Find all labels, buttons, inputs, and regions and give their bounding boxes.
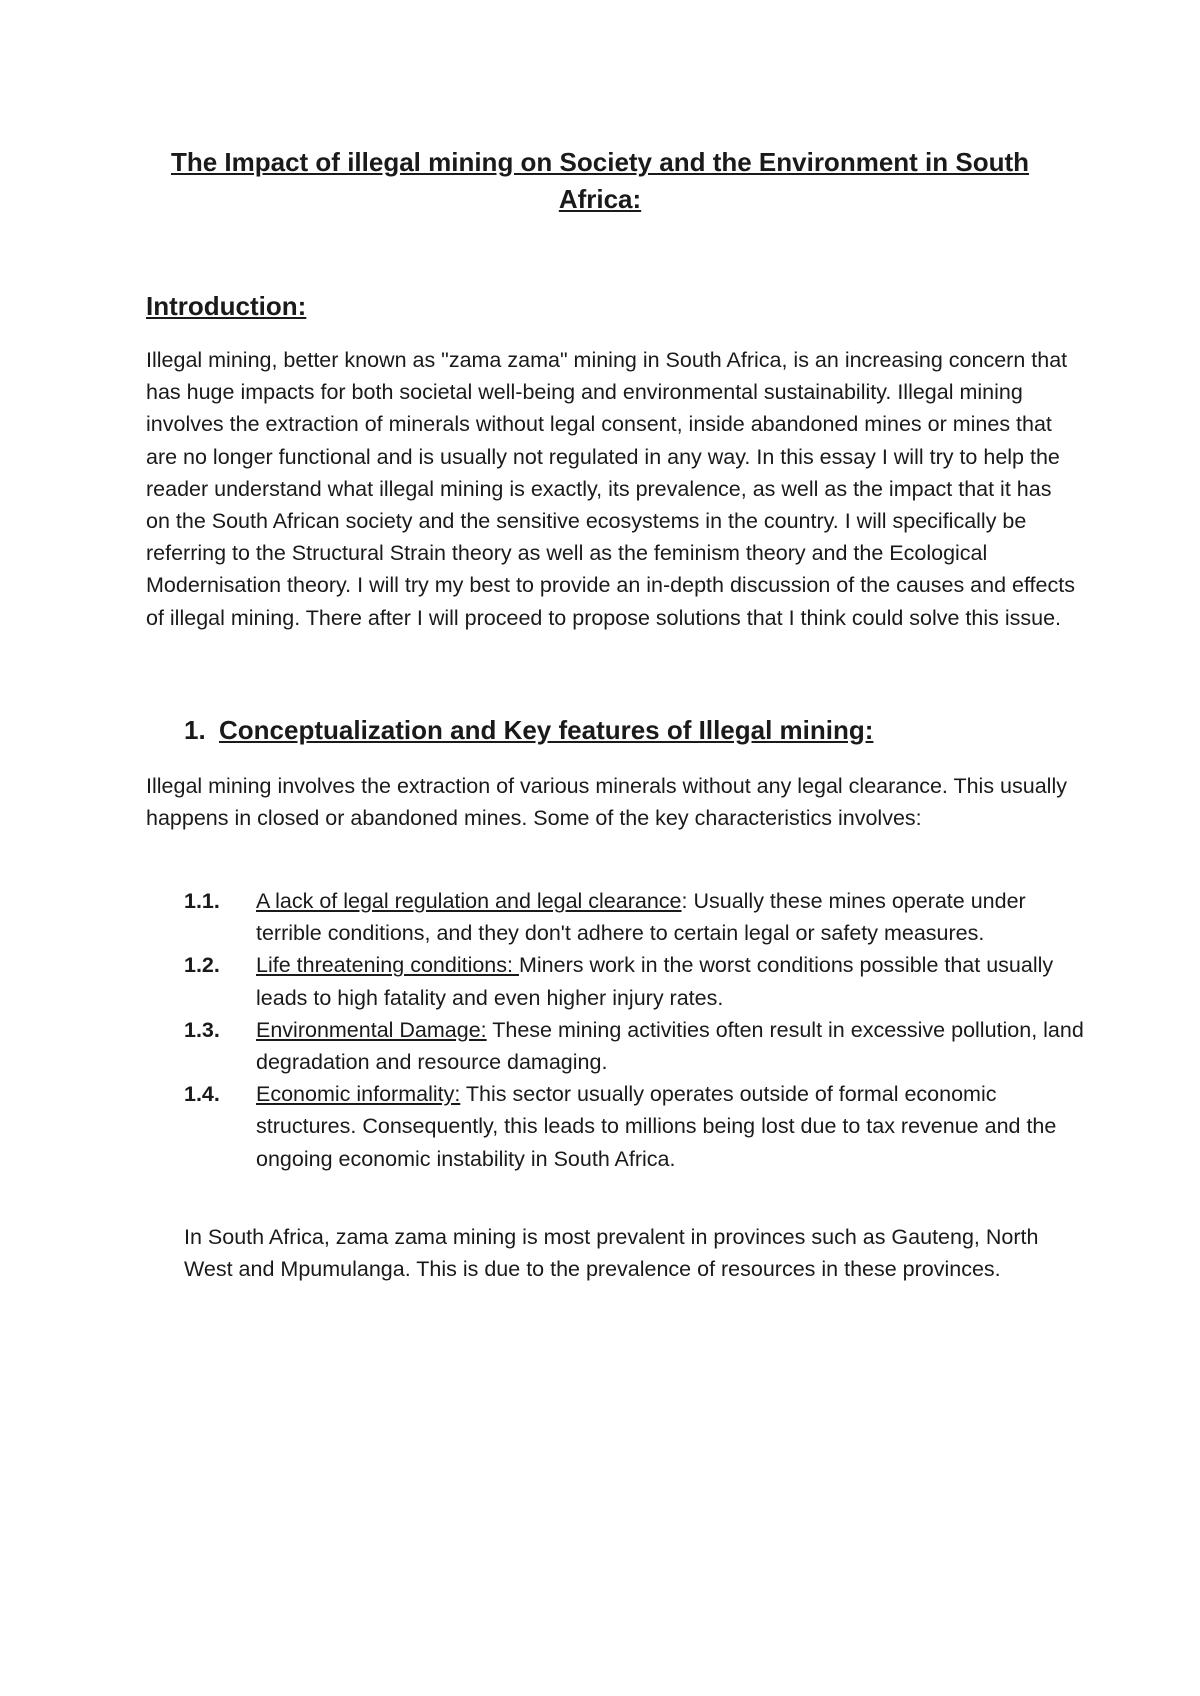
list-item — [184, 1014, 1084, 1078]
list-item — [184, 1078, 1084, 1175]
introduction-heading: Introduction: — [146, 291, 307, 321]
list-item-term: Economic informality: — [256, 1082, 461, 1107]
list-item-text: These mining activities often result in excessive pollution, land degradation and resource damaging. — [256, 1017, 1084, 1075]
list-item-term: A lack of legal regulation and legal clearance — [256, 889, 682, 913]
list-item-number: 1.4. — [184, 1082, 220, 1107]
section-1-heading — [184, 714, 873, 746]
list-item-term: Environmental Damage: — [256, 1017, 487, 1042]
section-1-closing-paragraph: In South Africa, zama zama mining is most prevalent in provinces such as Gauteng, North West and Mpumulanga. This is due to the prevalence of resources in these provinces. — [184, 1225, 1039, 1282]
list-item-number: 1.3. — [184, 1017, 220, 1042]
list-item-number: 1.2. — [184, 953, 220, 978]
list-item — [184, 885, 1084, 949]
list-item-number: 1.1. — [184, 889, 220, 913]
list-item-text: : Usually these mines operate under terrible conditions, and they don't adhere to certain legal or safety measures. — [256, 889, 1026, 946]
list-item-term: Life threatening conditions: — [256, 953, 519, 978]
document-title: The Impact of illegal mining on Society and the Environment in South Africa: — [170, 147, 1030, 214]
section-1-paragraph: Illegal mining involves the extraction of various minerals without any legal clearance. This usually happens in closed or abandoned mines. Some of the key characteristics involves: — [146, 774, 1067, 831]
list-item-text: Miners work in the worst conditions possible that usually leads to high fatality and even higher injury rates. — [256, 953, 1054, 1010]
list-item-text: This sector usually operates outside of formal economic structures. Consequently, this leads to millions being lost due to tax revenue and the ongoing economic instability in South Africa. — [256, 1082, 1057, 1171]
introduction-paragraph: Illegal mining, better known as "zama zama" mining in South Africa, is an increasing concern that has huge impacts for both societal well-being and environmental sustainability. Illegal mining involves the extraction of minerals without legal consent, inside abandoned mines or mines that are no longer functional and is usually not regulated in any way. In this essay I will try to help the reader understand what illegal mining is exactly, its prevalence, as well as the impact that it has on the South African society and the sensitive ecosystems in the country. I will specifically be referring to the Structural Strain theory as well as the feminism theory and the Ecological Modernisation theory. I will try my best to provide an in-depth discussion of the causes and effects of illegal mining. There after I will proceed to propose solutions that I think could solve this issue. — [146, 348, 1075, 630]
key-features-list — [184, 885, 1084, 1175]
section-1-title: Conceptualization and Key features of Illegal mining: — [219, 715, 874, 745]
section-1-number: 1. — [184, 715, 206, 745]
list-item — [184, 949, 1084, 1013]
